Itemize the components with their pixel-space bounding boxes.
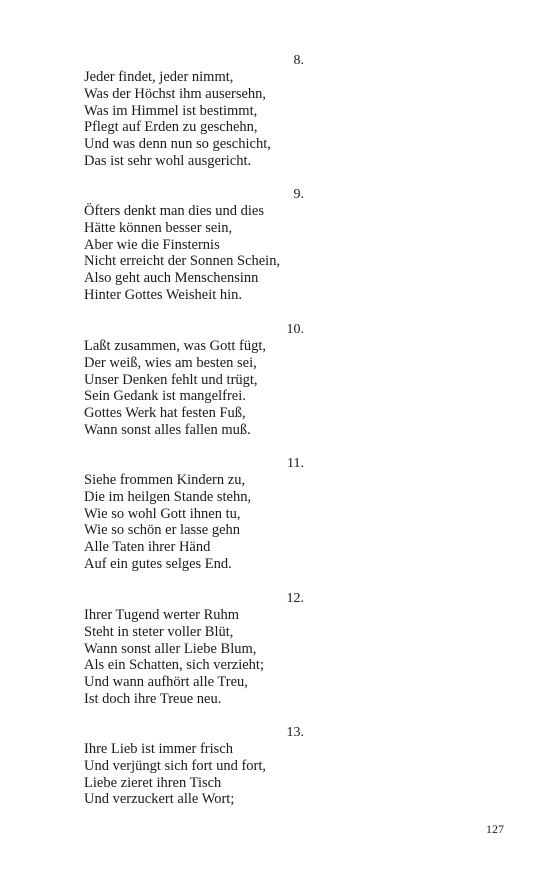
stanza-11 (84, 455, 304, 573)
verse-line: Und verjüngt sich fort und fort, (84, 757, 267, 774)
verse-line: Wann sonst alles fallen muß. (84, 421, 251, 438)
verse-line: Gottes Werk hat festen Fuß, (84, 405, 246, 422)
verse-line: Siehe frommen Kindern zu, (84, 472, 246, 488)
verse-line: Das ist sehr wohl ausgericht. (84, 152, 252, 169)
verse-line: Wann sonst aller Liebe Blum, (84, 640, 257, 657)
stanza-9 (84, 186, 304, 304)
verse-line: Der weiß, wies am besten sei, (84, 354, 257, 371)
stanza-13 (84, 724, 304, 808)
verse-line: Ist doch ihre Treue neu. (84, 690, 222, 707)
stanza-lines (84, 741, 304, 808)
verse-line: Öfters denkt man dies und dies (84, 203, 265, 219)
verse-line: Alle Taten ihrer Händ (84, 539, 211, 556)
stanza-8 (84, 52, 304, 170)
stanza-number: 10. (286, 322, 304, 337)
stanza-number: 9. (293, 187, 304, 202)
verse-line: Was der Höchst ihm ausersehn, (84, 85, 267, 102)
verse-line: Wie so schön er lasse gehn (84, 522, 241, 539)
verse-line: Was im Himmel ist bestimmt, (84, 102, 258, 119)
verse-line: Ihre Lieb ist immer frisch (84, 741, 233, 757)
verse-line: Hinter Gottes Weisheit hin. (84, 286, 243, 303)
verse-line: Ihrer Tugend werter Ruhm (84, 607, 240, 623)
verse-line: Steht in steter voller Blüt, (84, 623, 234, 640)
verse-line: Die im heilgen Stande stehn, (84, 488, 252, 505)
verse-line: Hätte können besser sein, (84, 219, 233, 236)
verse-line: Pflegt auf Erden zu geschehn, (84, 119, 258, 136)
verse-line: Liebe zieret ihren Tisch (84, 774, 222, 791)
verse-line: Und wann aufhört alle Treu, (84, 674, 248, 691)
verse-line: Unser Denken fehlt und trügt, (84, 371, 258, 388)
stanza-lines (84, 472, 304, 573)
stanza-lines (84, 338, 304, 439)
verse-line: Und was denn nun so geschicht, (84, 136, 271, 153)
verse-line: Wie so wohl Gott ihnen tu, (84, 505, 241, 522)
verse-line: Also geht auch Menschensinn (84, 270, 259, 287)
verse-line: Auf ein gutes selges End. (84, 555, 232, 572)
verse-line: Jeder findet, jeder nimmt, (84, 69, 234, 85)
stanza-number: 12. (286, 591, 304, 606)
stanza-lines (84, 607, 304, 708)
stanza-lines (84, 203, 304, 304)
stanza-number: 11. (287, 456, 304, 471)
verse-line: Nicht erreicht der Sonnen Schein, (84, 253, 281, 270)
stanza-lines (84, 69, 304, 170)
verse-line: Aber wie die Finsternis (84, 236, 220, 253)
verse-line: Laßt zusammen, was Gott fügt, (84, 338, 267, 354)
stanza-10 (84, 321, 304, 439)
stanza-12 (84, 590, 304, 708)
verse-line: Als ein Schatten, sich verzieht; (84, 657, 264, 674)
verse-line: Und verzuckert alle Wort; (84, 791, 235, 808)
stanza-number: 13. (286, 725, 304, 740)
stanza-number: 8. (293, 53, 304, 68)
page-number: 127 (486, 822, 504, 836)
verse-line: Sein Gedank ist mangelfrei. (84, 388, 246, 405)
